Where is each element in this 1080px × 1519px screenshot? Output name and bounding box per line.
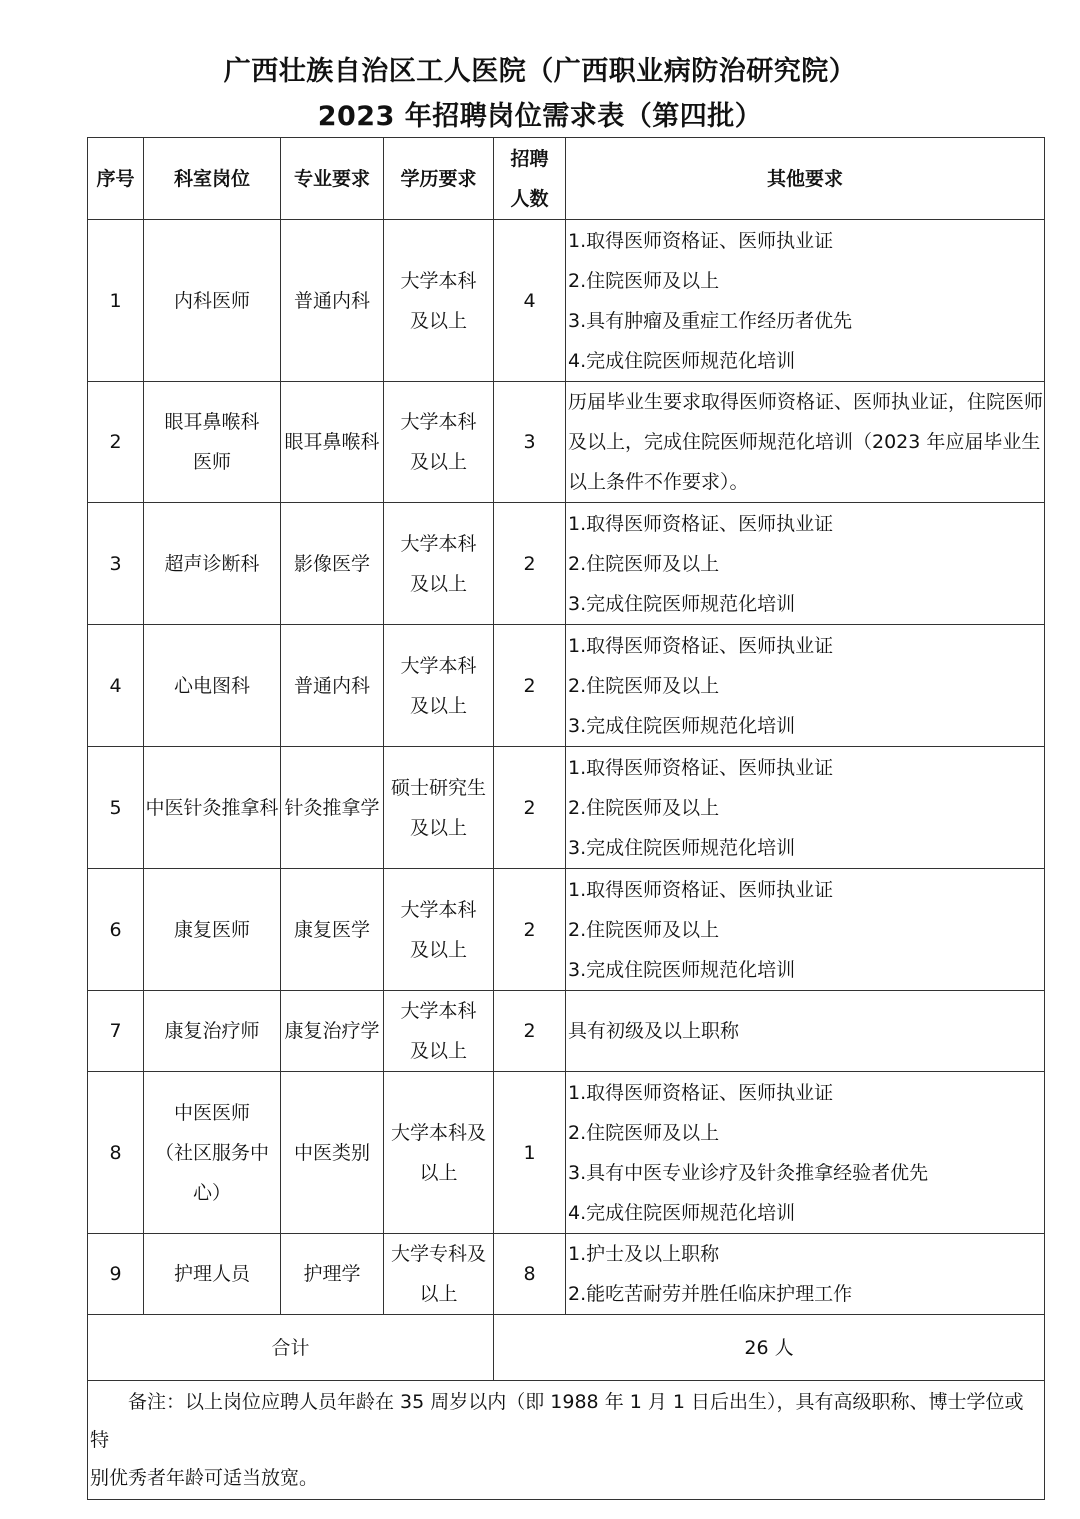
count-cell: 2 [494,747,566,869]
major-cell: 护理学 [281,1234,384,1315]
edu-line: 及以上 [409,816,467,839]
requirement-line: 1.取得医师资格证、医师执业证 [568,229,834,252]
major-cell: 康复治疗学 [281,991,384,1072]
dept-line: （社区服务中 [154,1141,269,1164]
edu-line: 以上 [419,1161,458,1184]
dept-cell [144,382,281,503]
requirement-line: 2.住院医师及以上 [568,674,720,697]
requirement-line: 2.住院医师及以上 [568,1121,720,1144]
requirement-line: 历届毕业生要求取得医师资格证、医师执业证，住院医师 [568,391,1044,413]
requirement-line: 3.完成住院医师规范化培训 [568,958,796,981]
dept-line: 眼耳鼻喉科 [164,411,260,433]
dept-cell [144,991,281,1072]
other-cell [566,220,1045,382]
edu-line: 及以上 [409,1040,467,1062]
major-cell: 中医类别 [281,1072,384,1234]
row-number: 5 [88,747,144,869]
other-cell [566,1072,1045,1234]
major-cell: 普通内科 [281,625,384,747]
row-number: 6 [88,869,144,991]
table-row [88,220,1045,382]
header-other: 其他要求 [566,138,1045,220]
note-cell [88,1381,1045,1500]
major-cell: 康复医学 [281,869,384,991]
requirement-line: 2.能吃苦耐劳并胜任临床护理工作 [568,1283,853,1305]
edu-cell [384,1234,494,1315]
edu-cell [384,503,494,625]
header-count-line1: 招聘 [510,147,549,170]
major-cell: 普通内科 [281,220,384,382]
edu-line: 及以上 [409,309,467,332]
requirement-line: 2.住院医师及以上 [568,796,720,819]
table-row [88,1072,1045,1234]
requirement-line: 及以上，完成住院医师规范化培训（2023 年应届毕业生 [568,431,1041,453]
edu-line: 大学专科及 [390,1243,486,1265]
dept-cell [144,1072,281,1234]
table-row [88,869,1045,991]
total-value: 26 人 [494,1315,1045,1381]
row-number: 4 [88,625,144,747]
edu-line: 大学本科 [400,654,477,677]
page-title-line1: 广西壮族自治区工人医院（广西职业病防治研究院） [223,56,857,87]
recruitment-table [87,137,1045,1500]
header-count [494,138,566,220]
header-major: 专业要求 [281,138,384,220]
other-cell [566,869,1045,991]
requirement-line: 1.取得医师资格证、医师执业证 [568,1081,834,1104]
edu-cell [384,1072,494,1234]
requirement-line: 2.住院医师及以上 [568,918,720,941]
dept-cell [144,747,281,869]
requirement-line: 4.完成住院医师规范化培训 [568,1201,796,1224]
requirement-line: 3.完成住院医师规范化培训 [568,714,796,737]
total-label: 合计 [88,1315,494,1381]
dept-cell [144,220,281,382]
requirement-line: 2.住院医师及以上 [568,269,720,292]
dept-line: 护理人员 [173,1263,250,1285]
table-row [88,382,1045,503]
header-count-line2: 人数 [510,187,549,210]
other-cell [566,382,1045,503]
count-cell: 2 [494,869,566,991]
dept-line: 康复治疗师 [164,1020,260,1042]
edu-cell [384,747,494,869]
edu-line: 及以上 [409,938,467,961]
page-title-line2: 2023 年招聘岗位需求表（第四批） [317,101,763,132]
other-cell [566,747,1045,869]
edu-line: 及以上 [409,572,467,595]
edu-line: 大学本科 [400,898,477,921]
major-cell: 影像医学 [281,503,384,625]
row-number: 7 [88,991,144,1072]
requirement-line: 具有初级及以上职称 [568,1020,740,1042]
table-row [88,991,1045,1072]
requirement-line: 4.完成住院医师规范化培训 [568,349,796,372]
edu-line: 大学本科及 [390,1121,486,1144]
header-dept: 科室岗位 [144,138,281,220]
edu-cell [384,382,494,503]
row-number: 3 [88,503,144,625]
count-cell: 3 [494,382,566,503]
note-line2: 别优秀者年龄可适当放宽。 [90,1467,319,1489]
count-cell: 4 [494,220,566,382]
major-cell: 针灸推拿学 [281,747,384,869]
other-cell [566,503,1045,625]
other-cell [566,991,1045,1072]
requirement-line: 以上条件不作要求）。 [568,471,749,493]
edu-line: 大学本科 [400,532,477,555]
table-header-row [88,138,1045,220]
dept-line: 康复医师 [173,918,250,941]
dept-line: 内科医师 [173,289,250,312]
dept-line: 超声诊断科 [164,552,260,575]
table-row [88,625,1045,747]
requirement-line: 2.住院医师及以上 [568,552,720,575]
edu-line: 大学本科 [400,269,477,292]
requirement-line: 3.完成住院医师规范化培训 [568,836,796,859]
edu-cell [384,220,494,382]
count-cell: 2 [494,991,566,1072]
table-row [88,1234,1045,1315]
other-cell [566,625,1045,747]
requirement-line: 3.完成住院医师规范化培训 [568,592,796,615]
requirement-line: 1.护士及以上职称 [568,1243,720,1265]
row-number: 2 [88,382,144,503]
count-cell: 8 [494,1234,566,1315]
row-number: 1 [88,220,144,382]
note-row [88,1381,1045,1500]
note-line1: 备注：以上岗位应聘人员年龄在 35 周岁以内（即 1988 年 1 月 1 日后出生），具有高级职称、博士学位或特 [90,1391,1024,1451]
table-row [88,747,1045,869]
table-row [88,503,1045,625]
edu-line: 及以上 [409,451,467,473]
edu-line: 大学本科 [400,1000,477,1022]
dept-cell [144,869,281,991]
edu-cell [384,869,494,991]
dept-cell [144,1234,281,1315]
row-number: 9 [88,1234,144,1315]
edu-cell [384,625,494,747]
count-cell: 2 [494,625,566,747]
edu-cell [384,991,494,1072]
dept-line: 医师 [192,451,231,473]
header-edu: 学历要求 [384,138,494,220]
header-no: 序号 [88,138,144,220]
requirement-line: 1.取得医师资格证、医师执业证 [568,756,834,779]
requirement-line: 3.具有中医专业诊疗及针灸推拿经验者优先 [568,1161,929,1184]
count-cell: 1 [494,1072,566,1234]
edu-line: 大学本科 [400,411,477,433]
edu-line: 硕士研究生 [390,776,486,799]
row-number: 8 [88,1072,144,1234]
dept-line: 中医针灸推拿科 [145,796,279,819]
requirement-line: 1.取得医师资格证、医师执业证 [568,634,834,657]
requirement-line: 3.具有肿瘤及重症工作经历者优先 [568,309,853,332]
total-row [88,1315,1045,1381]
dept-line: 心电图科 [173,674,250,697]
dept-line: 心） [192,1181,231,1204]
requirement-line: 1.取得医师资格证、医师执业证 [568,878,834,901]
dept-line: 中医医师 [173,1101,250,1124]
requirement-line: 1.取得医师资格证、医师执业证 [568,512,834,535]
edu-line: 以上 [419,1283,458,1305]
dept-cell [144,625,281,747]
dept-cell [144,503,281,625]
major-cell: 眼耳鼻喉科 [281,382,384,503]
other-cell [566,1234,1045,1315]
edu-line: 及以上 [409,694,467,717]
count-cell: 2 [494,503,566,625]
